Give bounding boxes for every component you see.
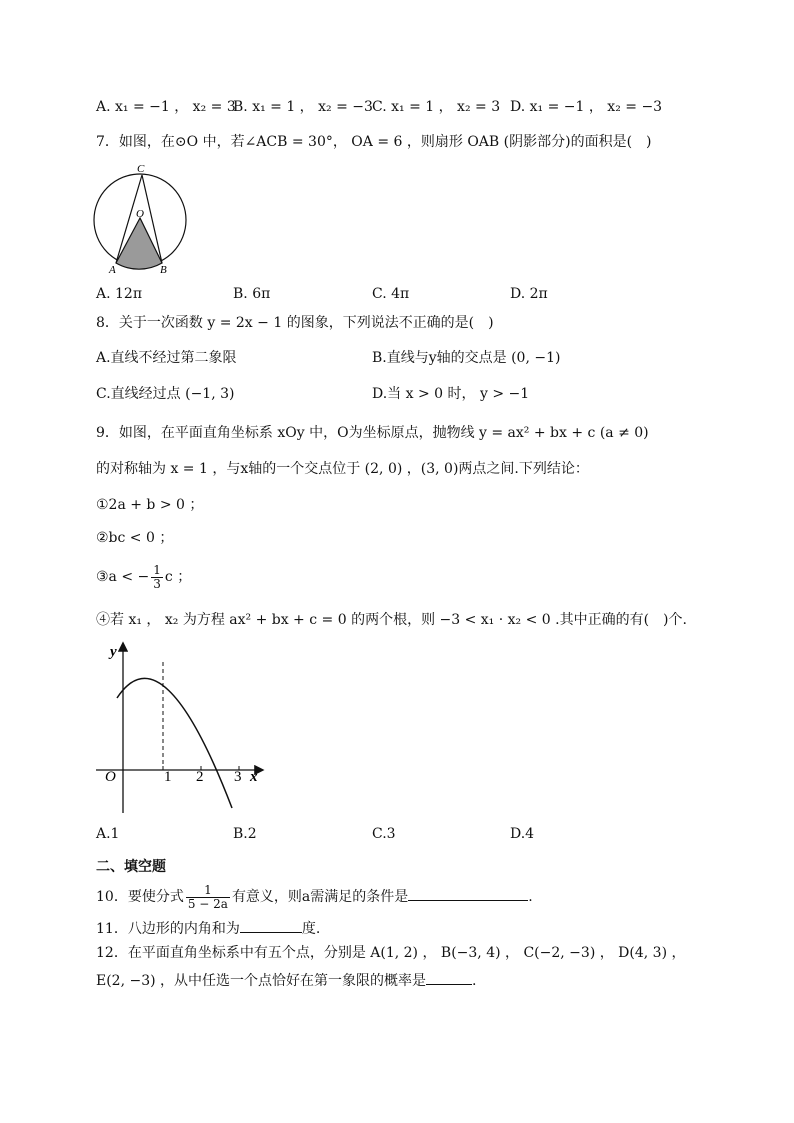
q12-line1: 12．在平面直角坐标系中有五个点，分别是 A(1, 2) ， B(−3, 4) ， C(−2, −3) ， D(4, 3) ， bbox=[96, 945, 686, 961]
q9-parabola-graph bbox=[92, 638, 272, 818]
q7-option-c: C. 4π bbox=[372, 286, 410, 302]
q10-fraction bbox=[186, 884, 230, 911]
q10-answer-blank[interactable] bbox=[408, 886, 528, 901]
tick-label-3: 3 bbox=[234, 769, 242, 785]
q9-c3-post: c ； bbox=[164, 569, 192, 585]
label-a: A bbox=[109, 264, 116, 276]
q6-option-a: A. x₁ = −1 ， x₂ = 3 bbox=[96, 99, 236, 115]
q8-option-a: A.直线不经过第二象限 bbox=[96, 350, 237, 366]
q7-stem: 7．如图，在⊙O 中，若∠ACB = 30°， OA = 6 ，则扇形 OAB (阴影部分)的面积是( ) bbox=[96, 134, 652, 150]
section-title: 二、填空题 bbox=[96, 859, 166, 875]
q10-pre: 10．要使分式 bbox=[96, 889, 184, 905]
q9-c3-denominator: 3 bbox=[153, 576, 161, 591]
q10-numerator: 1 bbox=[186, 884, 230, 898]
q12-line2-pre: E(2, −3) ，从中任选一个点恰好在第一象限的概率是 bbox=[96, 973, 427, 989]
q8-option-b: B.直线与y轴的交点是 (0, −1) bbox=[372, 350, 561, 366]
q6-option-c: C. x₁ = 1 ， x₂ = 3 bbox=[372, 99, 501, 115]
q10-end: . bbox=[528, 889, 533, 905]
q8-stem: 8．关于一次函数 y = 2x − 1 的图象，下列说法不正确的是( ) bbox=[96, 315, 494, 331]
q7-option-a: A. 12π bbox=[96, 286, 143, 302]
q9-stem-line2: 的对称轴为 x = 1 ，与x轴的一个交点位于 (2, 0) ，(3, 0)两点之间.下列结论： bbox=[96, 461, 589, 477]
q7-option-b: B. 6π bbox=[233, 286, 271, 302]
q9-option-b: B.2 bbox=[233, 826, 257, 842]
q8-option-c: C.直线经过点 (−1, 3) bbox=[96, 386, 235, 402]
q11-answer-blank[interactable] bbox=[240, 918, 302, 933]
y-label: y bbox=[110, 644, 117, 660]
q11-pre: 11．八边形的内角和为 bbox=[96, 921, 240, 937]
label-o: O bbox=[136, 208, 144, 220]
q11-post: 度. bbox=[301, 921, 321, 937]
q12-answer-blank[interactable] bbox=[426, 970, 472, 985]
origin-label: O bbox=[105, 769, 116, 785]
q9-option-c: C.3 bbox=[372, 826, 396, 842]
q9-c3-fraction bbox=[151, 564, 163, 591]
q9-stem-line1: 9．如图，在平面直角坐标系 xOy 中，O为坐标原点，抛物线 y = ax² + bx + c (a ≠ 0) bbox=[96, 425, 649, 441]
q9-option-d: D.4 bbox=[510, 826, 535, 842]
q8-option-d: D.当 x > 0 时， y > −1 bbox=[372, 386, 530, 402]
label-c: C bbox=[137, 163, 145, 175]
q11-line bbox=[96, 918, 320, 939]
q10-post: 有意义，则a需满足的条件是 bbox=[231, 889, 409, 905]
q9-conclusion-4: ④若 x₁ ， x₂ 为方程 ax² + bx + c = 0 的两个根，则 −3 < x₁ · x₂ < 0 .其中正确的有( )个. bbox=[96, 612, 687, 628]
q10-line bbox=[96, 880, 533, 914]
q6-option-b: B. x₁ = 1 ， x₂ = −3 bbox=[233, 99, 373, 115]
q9-c3-numerator: 1 bbox=[153, 562, 161, 577]
label-b: B bbox=[160, 264, 167, 276]
parabola-curve bbox=[117, 678, 232, 808]
tick-label-1: 1 bbox=[164, 769, 172, 785]
q9-conclusion-3 bbox=[96, 562, 191, 592]
q12-line2 bbox=[96, 970, 477, 991]
q9-conclusion-1: ①2a + b > 0 ； bbox=[96, 497, 204, 513]
q9-c3-pre: ③a < − bbox=[96, 569, 150, 585]
q7-circle-figure bbox=[92, 160, 196, 276]
q12-line2-end: . bbox=[472, 973, 477, 989]
tick-label-2: 2 bbox=[196, 769, 204, 785]
q9-option-a: A.1 bbox=[96, 826, 120, 842]
q10-denominator: 5 − 2a bbox=[187, 896, 228, 911]
q7-option-d: D. 2π bbox=[510, 286, 548, 302]
q6-option-d: D. x₁ = −1 ， x₂ = −3 bbox=[510, 99, 663, 115]
shaded-sector bbox=[116, 218, 162, 269]
x-label: x bbox=[250, 769, 258, 785]
q9-conclusion-2: ②bc < 0 ； bbox=[96, 530, 174, 546]
